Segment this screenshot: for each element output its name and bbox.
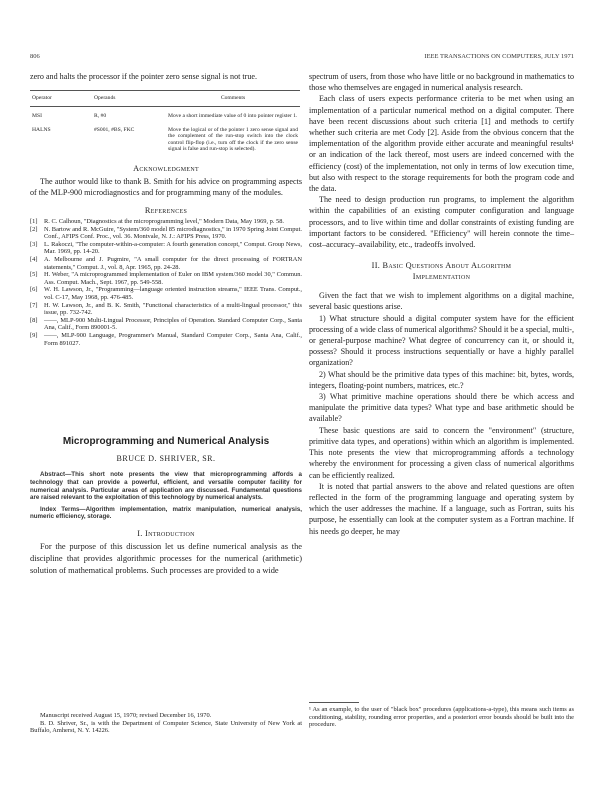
paragraph: The need to design production run programs, to implement the algorithm within the capabilities of an existing computer configuration and language processors, and to live within time and dollar constraints of existing funding are important factors to be considered. "Efficiency" will herein connote the time–cost–accuracy–availability, etc., tradeoffs involved. [309,195,574,250]
reference-number: [2] [30,225,38,233]
index-terms: Index Terms—Algorithm implementation, matrix manipulation, numerical analysis, numeric efficiency, storage. [30,505,302,521]
table-header: Comments [166,91,300,106]
question-1: 1) What structure should a digital computer system have for the efficient processing of a wide class of numerical algorithms? Should it be a special, multi-, or general-purpose machine? What degree of concurrency can it, or should it, possess? Should it process instructions sequentially or have a highly parallel organization? [309,313,575,368]
reference-item [30,218,302,226]
section-heading-line2: Implementation [412,272,471,282]
table-cell: #S001, #BS, FKC [94,127,135,134]
references-heading: References [144,206,188,216]
footnote-rule [309,702,359,703]
reference-item [30,271,302,286]
footnote: ¹ As an example, to the user of "black box" procedures (applications-a-type), this means such items as conditioning, stability, rounding error properties, and a posteriori error bounds should be built into the procedure. [309,706,574,729]
reference-item [30,241,302,256]
paper-block [30,436,302,577]
reference-text: R. C. Calhoun, "Diagnostics at the microprogramming level," Modern Data, May 1969, p. 58. [44,218,285,226]
reference-text: N. Bartow and R. McGuire, "System/360 model 85 microdiagnostics," in 1970 Spring Joint Comput. Conf., AFIPS Conf. Proc., vol. 36. Montvale, N. J.: AFIPS Press, 1970. [44,225,302,241]
paragraph: Given the fact that we wish to implement algorithms on a digital machine, several basic questions arise. [309,291,574,312]
reference-text: H. Weber, "A microprogrammed implementation of Euler on IBM system/360 model 30," Commun. Ass. Comput. Mach., Sept. 1967, pp. 549-558. [44,271,302,286]
reference-text: L. Rakoczi, "The computer-within-a-computer: A fourth generation concept," Comput. Group News, Mar. 1969, pp. 14-20. [44,240,302,256]
reference-number: [4] [30,256,38,264]
reference-number: [1] [30,218,38,226]
author-name: BRUCE D. SHRIVER, SR. [116,454,216,464]
paper-title: Microprogramming and Numerical Analysis [62,436,270,447]
manuscript-note: Manuscript received August 15, 1970; revised December 16, 1970. [40,712,212,719]
intro-line: zero and halts the processor if the pointer zero sense signal is not true. [30,72,258,81]
introduction-text: For the purpose of this discussion let us define numerical analysis as the discipline that provides algorithmic processes for the numerical (arithmetic) solution of mathematical problems. Such processes are provided to a wide [30,541,302,575]
section-heading: II. Basic Questions About Algorithm [371,261,512,271]
reference-number: [5] [30,271,38,279]
reference-text: A. Melbourne and J. Pugmire, "A small computer for the direct processing of FORTRAN statements," Comput. J., vol. 8, Apr. 1965, pp. 24-28. [44,256,302,271]
affiliation-note: B. D. Shriver, Sr., is with the Department of Computer Science, State University of New York at Buffalo, Amherst, N. Y. 14226. [30,719,302,735]
reference-number: [8] [30,316,38,324]
right-column [309,71,574,537]
table-row [30,121,300,155]
abstract: Abstract—This short note presents the view that microprogramming affords a technology that can provide a powerful, efficient, and versatile computer facility for numerical analysis. Particular areas of application are discussed. Fundamental questions are raised relevant to the exploitation of this technology by numerical analysts. [30,471,302,502]
table-cell: R, #0 [94,112,107,119]
manuscript-footnotes [30,712,302,735]
reference-text: ——, MLP-900 Language, Programmer's Manual, Standard Computer Corp., Santa Ana, Calif., Form 891027. [44,331,302,347]
table-row [30,106,300,121]
reference-text: H. W. Lawson, Jr., and B. K. Smith, "Functional characteristics of a multi-lingual processor," this issue, pp. 732-742. [44,301,302,317]
reference-item [30,256,302,271]
table-cell: Move the logical or of the pointer 1 zero sense signal and the complement of the run-stop switch into the clock control flip-flop (i.e., turn off the clock if the zero sense signal is false and run-stop is selected). [168,127,298,153]
paragraph: spectrum of users, from those who have little or no background in mathematics to those who themselves are engaged in numerical analysis research. [309,72,574,93]
reference-text: ——, MLP-900 Multi-Lingual Processor, Principles of Operation. Standard Computer Corp., Santa Ana, Calif., Form 890001-5. [44,316,302,332]
table-cell: HALNS [32,127,51,134]
table-header: Operator [30,91,92,106]
running-header: IEEE TRANSACTIONS ON COMPUTERS, JULY 1971 [424,53,574,60]
paragraph: It is noted that partial answers to the above and related questions are often reflected in the form of the programming language and operating system by which the user addresses the machine. If a language, such as Fortran, suits his purpose, he essentially can look at the computer system as a Fortran machine. If his needs go deeper, he may [309,481,574,536]
reference-item [30,317,302,332]
paragraph: These basic questions are said to concern the "environment" (structure, primitive data types, and operations) within which an algorithm is implemented. This note presents the view that microprogramming affords a technology whereby the environment for processing a given class of numerical algorithms can be efficiently realized. [309,425,574,480]
introduction-heading: I. Introduction [137,528,195,538]
reference-item [30,332,302,347]
reference-item [30,286,302,301]
reference-item [30,226,302,241]
operations-table [30,90,300,154]
table-cell: Move a short immediate value of 0 into pointer register 1. [168,112,298,119]
reference-text: W. H. Lawson, Jr., "Programming—language oriented instruction streams," IEEE Trans. Comput., vol. C-17, May 1968, pp. 476-485. [44,286,302,301]
question-3: 3) What primitive machine operations should there be which access and manipulate the primitive data types? What type and base arithmetic should be available? [309,392,574,424]
question-2: 2) What should be the primitive data types of this machine: bit, bytes, words, integers, floating-point numbers, matrices, etc.? [309,369,574,390]
table-header: Operands [92,91,166,106]
acknowledgment-text: The author would like to thank B. Smith for his advice on programming aspects of the MLP-900 microdiagnostics and for programming many of the modules. [30,176,302,197]
paragraph: Each class of users expects performance criteria to be met when using an implementation of a particular numerical method on a digital computer. There have been recent discussions about such criteria [1] and methods to certify whether such criteria are met Cody [2]. Aside from the obvious concern that the implementation of the algorithm provide either accurate and meaningful results¹ or an indication of the lack thereof, most users are indeed concerned with the efficiency (cost) of the implementation, not only in terms of low execution time, but also with respect to the storage requirements for both the program code and the data. [309,94,574,194]
reference-number: [7] [30,301,38,309]
table-cell: MSI [32,112,42,119]
acknowledgment-heading: Acknowledgment [133,163,199,173]
reference-number: [3] [30,240,38,248]
reference-item [30,302,302,317]
page-number: 806 [30,53,40,60]
operations-table-wrap [30,90,302,154]
left-column [30,71,302,347]
table-header-row [30,91,300,106]
reference-number: [6] [30,286,38,294]
reference-list [30,218,302,347]
reference-number: [9] [30,331,38,339]
